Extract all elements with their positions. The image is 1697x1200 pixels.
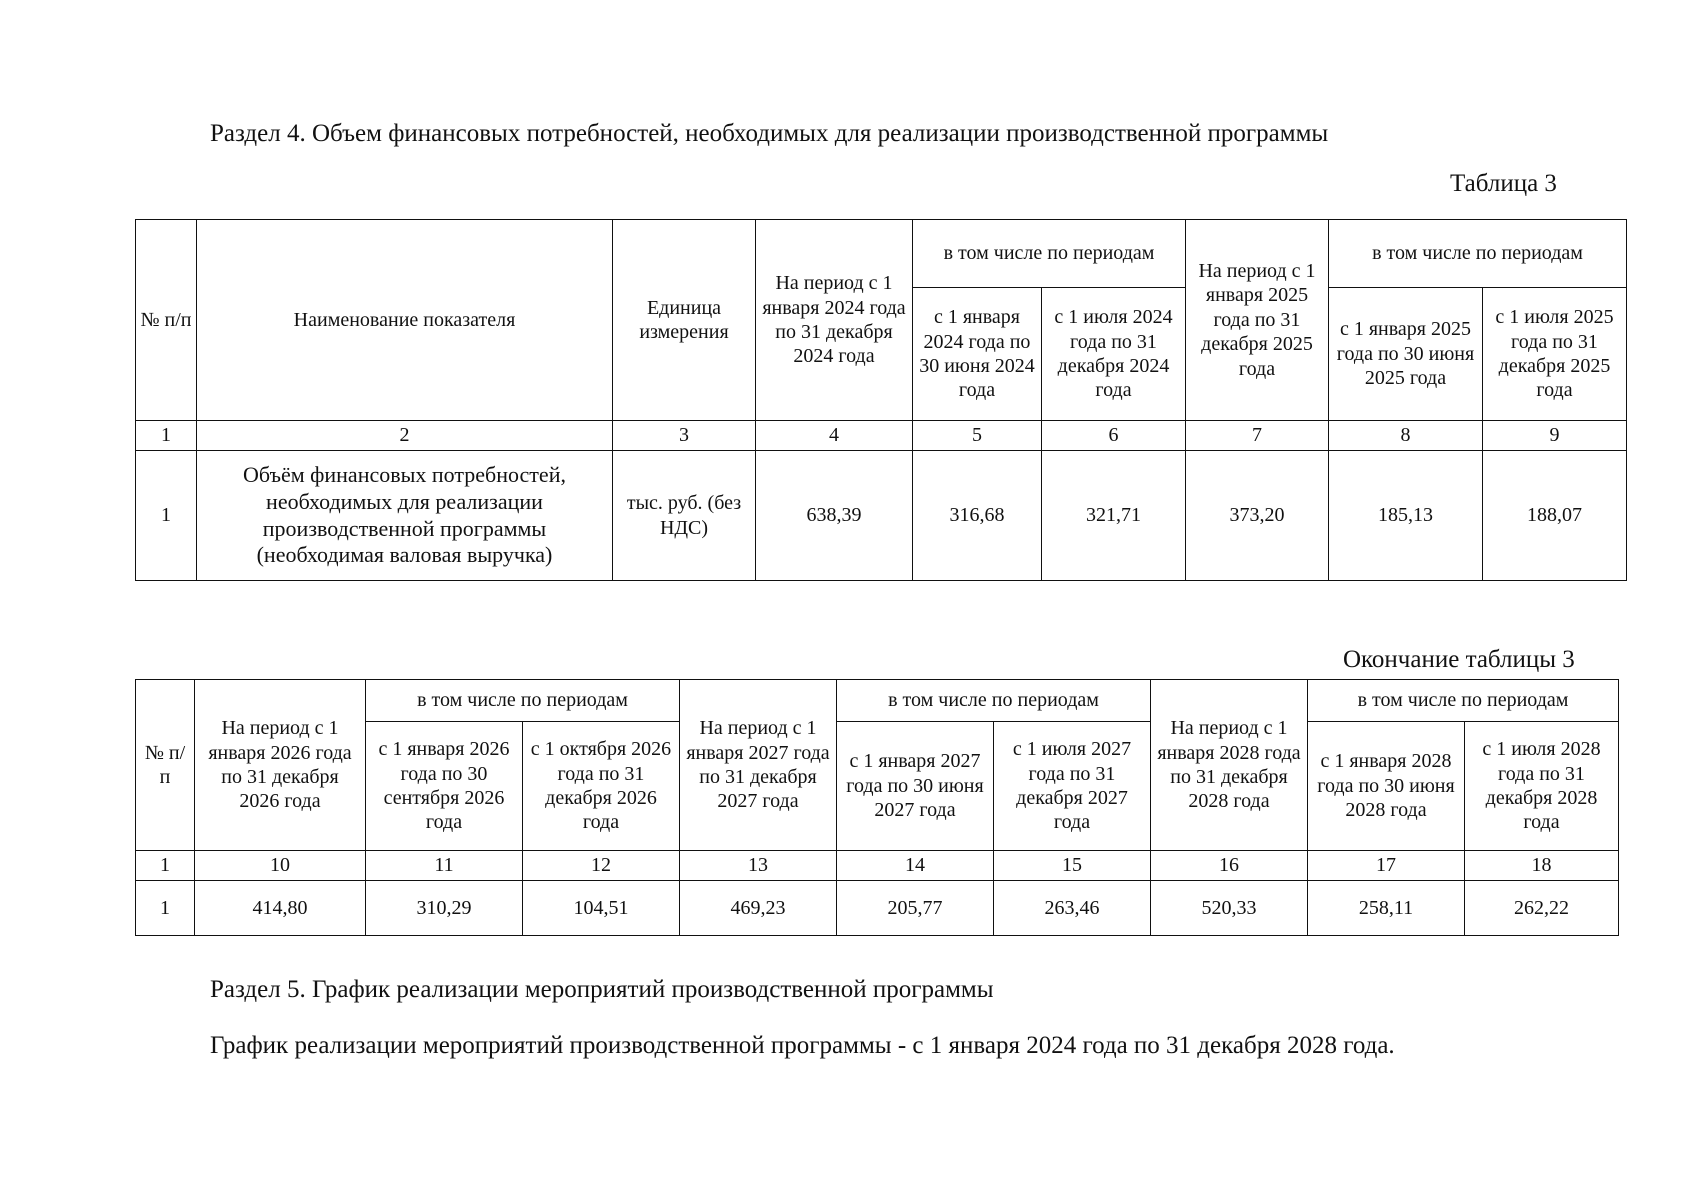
value-h2-2024: 321,71 (1042, 451, 1186, 581)
header-subperiods-2028: в том числе по периодам (1308, 680, 1619, 722)
column-number: 12 (523, 851, 680, 881)
section-4-title: Раздел 4. Объем финансовых потребностей, необходимых для реализации производственной программы (210, 120, 1329, 147)
value-period-2028: 520,33 (1151, 881, 1308, 936)
header-p1-2026: с 1 января 2026 года по 30 сентября 2026 года (366, 722, 523, 851)
header-h2-2028: с 1 июля 2028 года по 31 декабря 2028 года (1465, 722, 1619, 851)
header-p2-2026: с 1 октября 2026 года по 31 декабря 2026 года (523, 722, 680, 851)
header-h2-2027: с 1 июля 2027 года по 31 декабря 2027 года (994, 722, 1151, 851)
header-period-2027: На период с 1 января 2027 года по 31 декабря 2027 года (680, 680, 837, 851)
value-h1-2024: 316,68 (913, 451, 1042, 581)
value-h1-2027: 205,77 (837, 881, 994, 936)
column-number: 8 (1329, 421, 1483, 451)
value-p1-2026: 310,29 (366, 881, 523, 936)
row-num: 1 (136, 881, 195, 936)
value-period-2027: 469,23 (680, 881, 837, 936)
header-period-2024: На период с 1 января 2024 года по 31 декабря 2024 года (756, 220, 913, 421)
column-number-row (136, 851, 1619, 881)
financial-needs-table-continuation (135, 679, 1619, 936)
column-number: 1 (136, 421, 197, 451)
value-h2-2025: 188,07 (1483, 451, 1627, 581)
table-row (136, 881, 1619, 936)
column-number: 10 (195, 851, 366, 881)
column-number: 2 (197, 421, 613, 451)
header-unit: Единица измерения (613, 220, 756, 421)
header-h1-2025: с 1 января 2025 года по 30 июня 2025 года (1329, 288, 1483, 421)
column-number: 5 (913, 421, 1042, 451)
schedule-text: График реализации мероприятий производственной программы - с 1 января 2024 года по 31 декабря 2028 года. (210, 1032, 1395, 1059)
table-row (136, 451, 1627, 581)
header-h1-2028: с 1 января 2028 года по 30 июня 2028 года (1308, 722, 1465, 851)
column-number: 6 (1042, 421, 1186, 451)
column-number: 18 (1465, 851, 1619, 881)
value-period-2024: 638,39 (756, 451, 913, 581)
value-period-2025: 373,20 (1186, 451, 1329, 581)
column-number: 14 (837, 851, 994, 881)
header-subperiods-2025: в том числе по периодам (1329, 220, 1627, 288)
table-3-end-label: Окончание таблицы 3 (1343, 646, 1575, 673)
column-number: 16 (1151, 851, 1308, 881)
header-period-2026: На период с 1 января 2026 года по 31 декабря 2026 года (195, 680, 366, 851)
value-h1-2028: 258,11 (1308, 881, 1465, 936)
header-subperiods-2024: в том числе по периодам (913, 220, 1186, 288)
header-subperiods-2026: в том числе по периодам (366, 680, 680, 722)
column-number: 9 (1483, 421, 1627, 451)
header-period-2028: На период с 1 января 2028 года по 31 декабря 2028 года (1151, 680, 1308, 851)
header-period-2025: На период с 1 января 2025 года по 31 декабря 2025 года (1186, 220, 1329, 421)
header-h1-2027: с 1 января 2027 года по 30 июня 2027 года (837, 722, 994, 851)
column-number: 4 (756, 421, 913, 451)
row-unit: тыс. руб. (без НДС) (613, 451, 756, 581)
column-number: 3 (613, 421, 756, 451)
header-h2-2025: с 1 июля 2025 года по 31 декабря 2025 года (1483, 288, 1627, 421)
header-num: № п/п (136, 220, 197, 421)
header-num: № п/п (136, 680, 195, 851)
column-number: 17 (1308, 851, 1465, 881)
header-h2-2024: с 1 июля 2024 года по 31 декабря 2024 года (1042, 288, 1186, 421)
financial-needs-table (135, 219, 1627, 581)
section-5-title: Раздел 5. График реализации мероприятий производственной программы (210, 976, 994, 1003)
value-h2-2027: 263,46 (994, 881, 1151, 936)
column-number: 15 (994, 851, 1151, 881)
column-number: 13 (680, 851, 837, 881)
table-3-label: Таблица 3 (1450, 170, 1557, 197)
column-number-row (136, 421, 1627, 451)
row-num: 1 (136, 451, 197, 581)
header-indicator-name: Наименование показателя (197, 220, 613, 421)
header-h1-2024: с 1 января 2024 года по 30 июня 2024 года (913, 288, 1042, 421)
value-h1-2025: 185,13 (1329, 451, 1483, 581)
column-number: 11 (366, 851, 523, 881)
value-h2-2028: 262,22 (1465, 881, 1619, 936)
header-subperiods-2027: в том числе по периодам (837, 680, 1151, 722)
value-period-2026: 414,80 (195, 881, 366, 936)
row-indicator-name: Объём финансовых потребностей, необходимых для реализации производственной программы (необходимая валовая выручка) (197, 451, 613, 581)
column-number: 7 (1186, 421, 1329, 451)
column-number: 1 (136, 851, 195, 881)
value-p2-2026: 104,51 (523, 881, 680, 936)
